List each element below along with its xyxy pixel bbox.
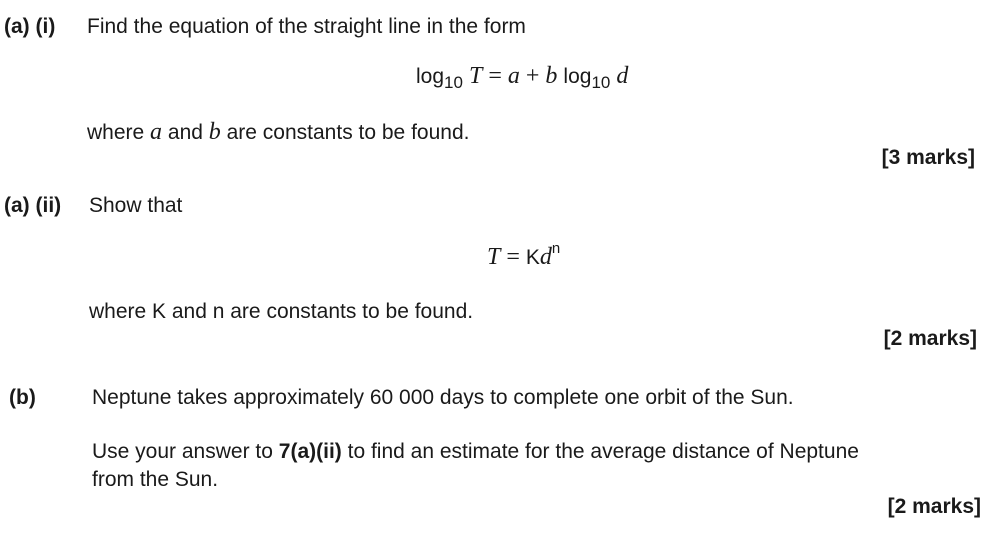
eq-base-rhs: 10 — [591, 73, 611, 92]
eq-log-lhs: log — [416, 65, 445, 88]
eq2-var-d: d — [539, 244, 552, 270]
eq2-k: K — [525, 246, 540, 269]
where-post: are constants to be found. — [226, 121, 470, 144]
eq-const-a: a — [507, 63, 520, 89]
eq2-equals: = — [506, 244, 520, 270]
where-and: and — [167, 121, 203, 144]
use-pre: Use your answer to — [92, 440, 273, 463]
eq-equals: = — [488, 63, 502, 89]
part-a-ii-prompt: Show that — [89, 194, 183, 217]
eq-var-d: d — [616, 63, 629, 89]
eq-log-rhs: log — [563, 65, 592, 88]
part-a-ii-where: where K and n are constants to be found. — [89, 300, 474, 323]
use-ref: 7(a)(ii) — [278, 440, 342, 463]
part-a-i-label: (a) (i) — [4, 15, 56, 38]
part-b-line2: from the Sun. — [92, 468, 219, 491]
part-b-marks: [2 marks] — [887, 495, 981, 518]
part-a-ii-label: (a) (ii) — [4, 194, 62, 217]
eq-var-t: T — [468, 63, 483, 89]
where-a: a — [150, 119, 163, 145]
where-b: b — [208, 119, 221, 145]
equation-log-linear — [416, 63, 629, 92]
part-b-use — [92, 441, 859, 462]
part-a-i-where — [87, 120, 469, 144]
eq-plus: + — [525, 63, 540, 89]
eq-base-lhs: 10 — [444, 73, 463, 92]
eq2-exp-n: n — [551, 240, 561, 257]
part-a-ii-marks: [2 marks] — [883, 327, 977, 350]
equation-power-law — [487, 240, 561, 270]
eq2-var-t: T — [487, 244, 501, 270]
eq-const-b: b — [545, 63, 558, 89]
part-b-text: Neptune takes approximately 60 000 days to complete one orbit of the Sun. — [92, 386, 794, 409]
part-a-i-prompt: Find the equation of the straight line in the form — [87, 15, 526, 38]
part-b-label: (b) — [9, 386, 36, 409]
part-a-i-marks: [3 marks] — [881, 146, 975, 169]
where-pre: where — [87, 121, 145, 144]
use-post: to find an estimate for the average distance of Neptune — [347, 440, 859, 463]
